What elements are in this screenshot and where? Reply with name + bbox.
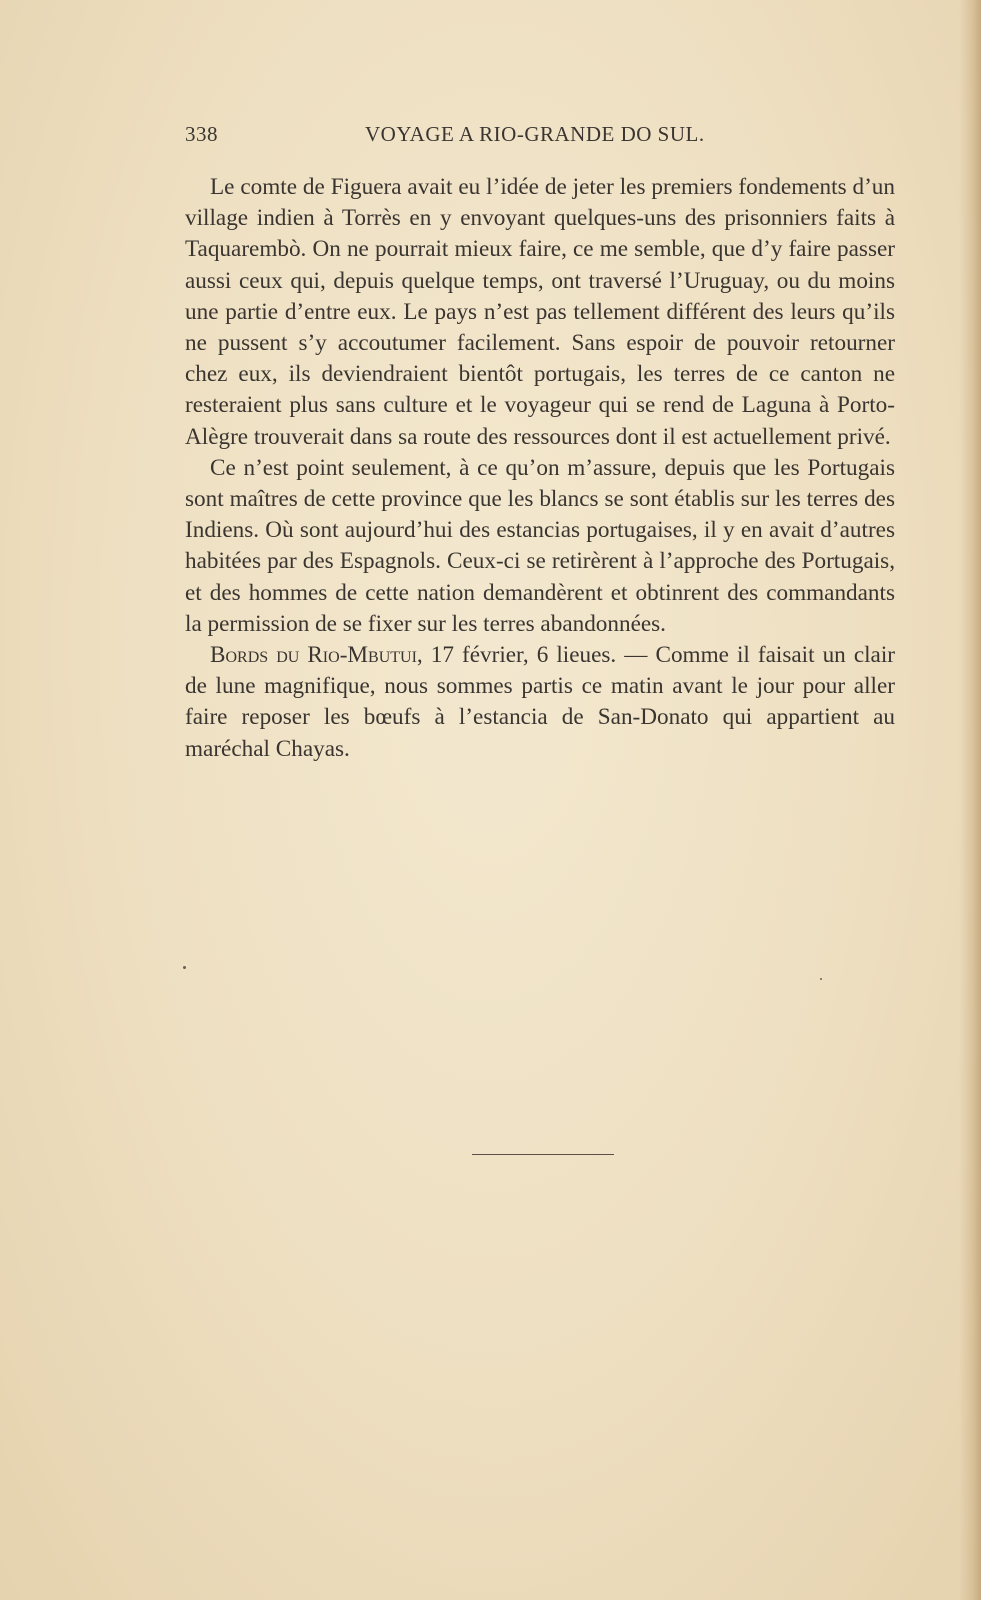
page-number: 338: [185, 122, 218, 146]
paper-speck: [183, 966, 186, 969]
entry-heading: Bords du Rio-Mbutui,: [210, 642, 423, 669]
page-header: [185, 122, 890, 152]
paragraph: Ce n’est point seulement, à ce qu’on m’assure, depuis que les Portugais sont maîtres de cette province que les blancs se sont établis sur les terres des Indiens. Où sont aujourd’hui des estancias portugaises, il y en avait d’autres habitées par des Espagnols. Ceux-ci se retirèrent à l’approche des Portugais, et des hommes de cette nation demandèrent et obtinrent des commandants la permission de se fixer sur les terres abandonnées.: [185, 454, 895, 637]
paragraph: [185, 640, 895, 765]
end-rule: [472, 1154, 614, 1155]
body-text: [185, 172, 895, 765]
paragraph: Le comte de Figuera avait eu l’idée de jeter les premiers fondements d’un village indien à Torrès en y envoyant quelques-uns des prisonniers faits à Taquarembò. On ne pourrait mieux faire, ce me semble, que d’y faire passer aussi ceux qui, depuis quelque temps, ont traversé l’Uruguay, ou du moins une partie d’entre eux. Le pays n’est pas tellement différent des leurs qu’ils ne pussent s’y accoutumer facilement. Sans espoir de pouvoir retourner chez eux, ils deviendraient bientôt portugais, les terres de ce canton ne resteraient plus sans culture et le voyageur qui se rend de Laguna à Porto-Alègre trouverait dans sa route des ressources dont il est actuellement privé.: [185, 174, 895, 450]
paper-speck: [820, 978, 822, 980]
running-title: VOYAGE A RIO-GRANDE DO SUL.: [365, 122, 705, 146]
entry-text: 17 février, 6 lieues. — Comme il faisait un clair de lune magnifique, nous sommes partis ce matin avant le jour pour aller faire reposer les bœufs à l’estancia de San-Donato qui appartient au maréchal Chayas.: [185, 642, 896, 762]
page-edge-shadow: [959, 0, 981, 1600]
